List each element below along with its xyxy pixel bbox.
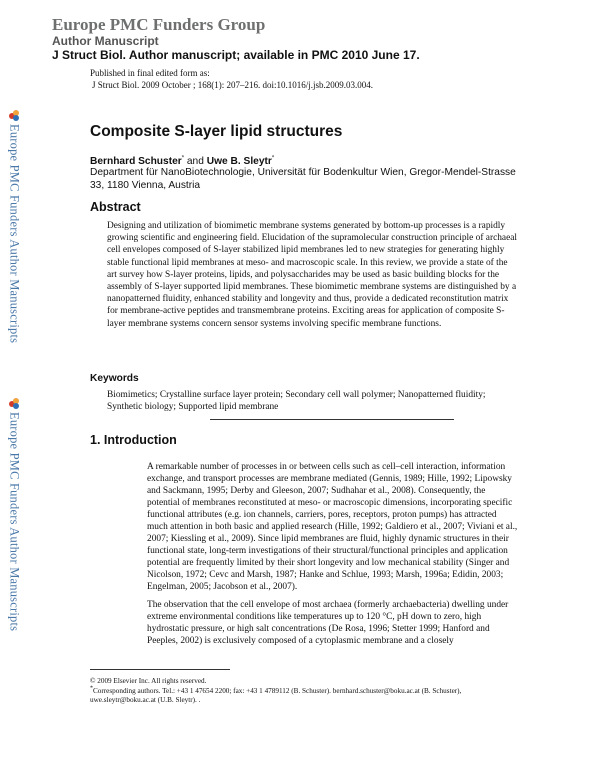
- funders-group-title: Europe PMC Funders Group: [52, 15, 266, 34]
- introduction-body: [147, 461, 519, 653]
- citation-line: J Struct Biol. 2009 October ; 168(1): 207–216. doi:10.1016/j.jsb.2009.03.004.: [92, 80, 373, 90]
- manuscript-header: [52, 16, 420, 63]
- published-note: [90, 67, 373, 91]
- keywords-text: Biomimetics; Crystalline surface layer protein; Secondary cell wall polymer; Nanopatterned fluidity; Synthetic biology; Supported lipid membrane: [107, 390, 486, 413]
- intro-paragraph-2: The observation that the cell envelope of most archaea (formerly archaebacteria) dwelling under extreme environmental conditions like temperatures up to 120 °C, pH down to zero, high hydrostatic pressure, or high salt concentrations (De Rosa, 1996; Stetter 1999; Hanford and Peeples, 2002) is exclusively composed of a cytoplasmic membrane and a closely: [147, 600, 509, 646]
- europe-pmc-logo-icon: [9, 398, 20, 409]
- sidebar-text-top: Europe PMC Funders Author Manuscripts: [7, 124, 22, 344]
- author-sleytr: Uwe B. Sleytr: [206, 156, 272, 167]
- abstract-heading: Abstract: [90, 200, 141, 214]
- corresponding-mark: *: [181, 155, 185, 162]
- author-schuster: Bernhard Schuster: [90, 156, 182, 167]
- author-separator: and: [184, 156, 207, 167]
- sidebar-watermark-top: [2, 110, 26, 343]
- europe-pmc-logo-icon: [9, 110, 20, 121]
- keywords-heading: Keywords: [90, 373, 139, 384]
- section-divider: [210, 419, 454, 420]
- introduction-heading: 1. Introduction: [90, 433, 177, 447]
- sidebar-watermark-bottom: [2, 398, 26, 631]
- journal-availability-line: J Struct Biol. Author manuscript; available in PMC 2010 June 17.: [52, 48, 420, 62]
- published-label: Published in final edited form as:: [90, 68, 210, 78]
- footnotes: [90, 677, 520, 706]
- corresponding-mark: *: [271, 155, 275, 162]
- corresponding-footnote: [90, 687, 520, 706]
- abstract-text: Designing and utilization of biomimetic membrane systems generated by bottom-up processes is a rapidly growing scientific and engineering field. Elucidation of the supramolecular construction principle of archaeal cell envelopes composed of S-layer stabilized lipid membranes led to new strategies for generating highly stable functional lipid membranes at meso- and macroscopic scale. In this review, we provide a state of the art survey how S-layer proteins, lipids, and polysaccharides may be used as basic building blocks for the assembly of S-layer supported lipid membranes. These biomimetic membrane systems are distinguished by a nanopatterned fluidity, enhanced stability and longevity and thus, provide a dedicated reconstitution matrix for membrane-active peptides and transmembrane proteins. Exciting areas for application of composite S-layer membrane systems concern sensor systems involving specific membrane functions.: [107, 221, 518, 329]
- footnote-mark: *: [90, 685, 93, 692]
- article-title: Composite S-layer lipid structures: [90, 123, 343, 140]
- affiliation: Department für NanoBiotechnologie, Universität für Bodenkultur Wien, Gregor-Mendel-Strasse 33, 1180 Vienna, Austria: [90, 167, 516, 191]
- intro-paragraph-1: A remarkable number of processes in or between cells such as cell–cell interaction, information exchange, and transport processes are membrane mediated (Gennis, 1989; Hille, 1992; Lipowsky and Sackmann, 1995; Derby and Gleeson, 2007; Sudhahar et al., 2008). Consequently, the potential of membranes reconstituted at meso- or macroscopic dimensions, incorporating specific functional attributes (e.g. ion channels, carriers, pores, receptors, proton pumps) has attracted much attention in both basic and applied research (Hille, 1992; Galdiero et al., 2007; Viviani et al., 2007; Kiessling et al., 2009). Since lipid membranes are fluid, highly dynamic structures in their functional state, long-term investigations of their structural/functional principles and application potential are frequently limited by their short longevity and low mechanical stability (Singer and Nicolson, 1972; Cevc and Marsh, 1987; Hanke and Schlue, 1993; Marsh, 1996a; Edidin, 2003; Engelman, 2005; Jacobson et al., 2007).: [147, 462, 518, 592]
- corresponding-text: Corresponding authors. Tel.: +43 1 47654 2200; fax: +43 1 4789112 (B. Schuster). bernhard.schuster@boku.ac.at (B. Schuster), uwe.sleytr@boku.ac.at (U.B. Sleytr). .: [90, 686, 462, 704]
- sidebar-text-bottom: Europe PMC Funders Author Manuscripts: [7, 412, 22, 632]
- footnote-divider: [90, 669, 230, 670]
- author-manuscript-label: Author Manuscript: [52, 34, 159, 48]
- copyright-note: © 2009 Elsevier Inc. All rights reserved.: [90, 677, 207, 685]
